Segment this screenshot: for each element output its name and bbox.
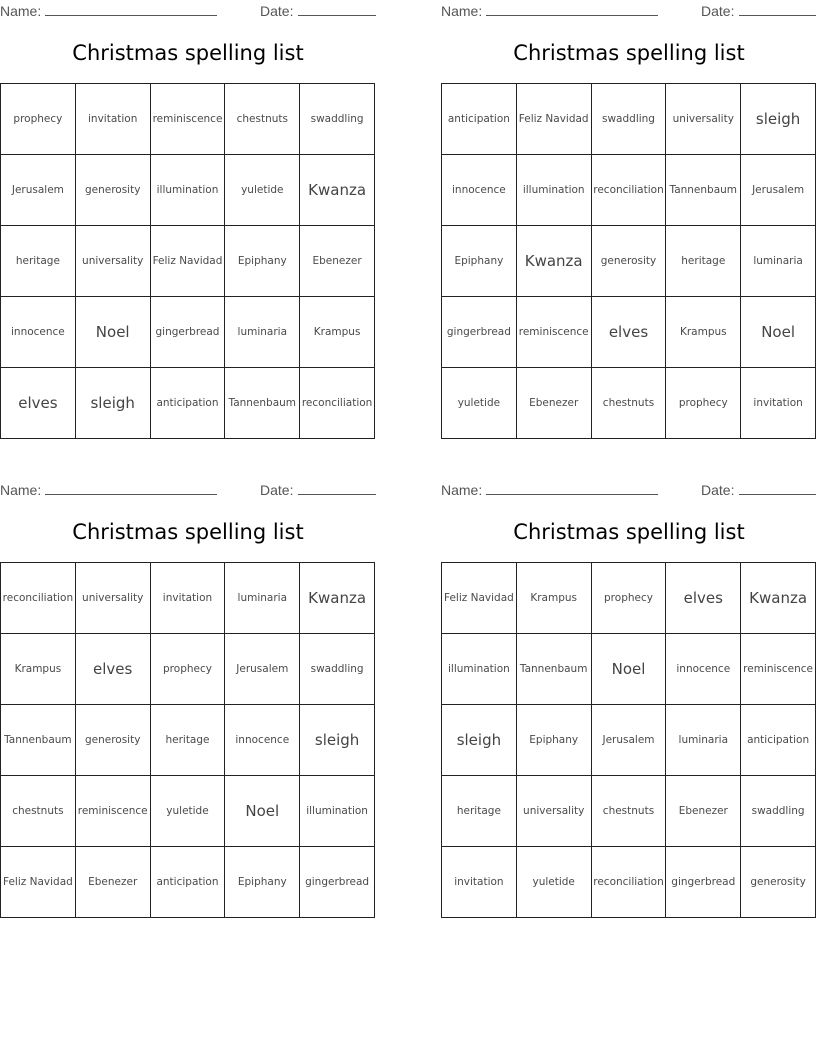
word-cell: Noel bbox=[591, 634, 666, 705]
word-cell: yuletide bbox=[225, 155, 300, 226]
word-cell: universality bbox=[75, 226, 150, 297]
word-cell: Tannenbaum bbox=[516, 634, 591, 705]
date-label: Date: bbox=[260, 482, 294, 498]
word-cell: Tannenbaum bbox=[225, 368, 300, 439]
word-cell: chestnuts bbox=[591, 368, 666, 439]
grid-row bbox=[442, 563, 816, 634]
date-label: Date: bbox=[701, 3, 735, 19]
word-cell: Krampus bbox=[300, 297, 375, 368]
card-header bbox=[441, 0, 816, 20]
name-blank-line bbox=[486, 15, 658, 16]
word-cell: innocence bbox=[1, 297, 76, 368]
card-header bbox=[441, 479, 816, 499]
card-header bbox=[0, 479, 376, 499]
card-header bbox=[0, 0, 376, 20]
word-cell: elves bbox=[1, 368, 76, 439]
card-title: Christmas spelling list bbox=[513, 41, 745, 65]
word-cell: Epiphany bbox=[225, 847, 300, 918]
word-cell: gingerbread bbox=[666, 847, 741, 918]
grid-row bbox=[1, 563, 375, 634]
grid-row bbox=[1, 847, 375, 918]
word-cell: elves bbox=[75, 634, 150, 705]
word-cell: heritage bbox=[150, 705, 225, 776]
word-cell: chestnuts bbox=[591, 776, 666, 847]
word-cell: illumination bbox=[300, 776, 375, 847]
grid-row bbox=[1, 705, 375, 776]
date-label: Date: bbox=[701, 482, 735, 498]
date-label: Date: bbox=[260, 3, 294, 19]
word-cell: chestnuts bbox=[225, 84, 300, 155]
word-cell: Kwanza bbox=[300, 155, 375, 226]
word-cell: sleigh bbox=[75, 368, 150, 439]
word-cell: Ebenezer bbox=[75, 847, 150, 918]
word-cell: swaddling bbox=[300, 84, 375, 155]
word-cell: generosity bbox=[75, 705, 150, 776]
word-cell: Tannenbaum bbox=[1, 705, 76, 776]
name-label: Name: bbox=[441, 3, 483, 19]
word-cell: prophecy bbox=[666, 368, 741, 439]
name-label: Name: bbox=[441, 482, 483, 498]
word-cell: invitation bbox=[741, 368, 816, 439]
grid-row bbox=[1, 84, 375, 155]
word-cell: illumination bbox=[516, 155, 591, 226]
word-grid bbox=[0, 83, 375, 439]
card-title: Christmas spelling list bbox=[513, 520, 745, 544]
word-cell: Jerusalem bbox=[591, 705, 666, 776]
word-cell: Epiphany bbox=[442, 226, 517, 297]
card-title: Christmas spelling list bbox=[72, 41, 304, 65]
word-cell: anticipation bbox=[442, 84, 517, 155]
word-cell: Feliz Navidad bbox=[150, 226, 225, 297]
word-cell: generosity bbox=[75, 155, 150, 226]
name-label: Name: bbox=[0, 482, 42, 498]
date-blank-line bbox=[739, 494, 816, 495]
word-cell: Krampus bbox=[516, 563, 591, 634]
word-cell: reminiscence bbox=[150, 84, 225, 155]
word-cell: generosity bbox=[591, 226, 666, 297]
grid-row bbox=[1, 226, 375, 297]
grid-row bbox=[442, 776, 816, 847]
word-cell: anticipation bbox=[741, 705, 816, 776]
name-blank-line bbox=[486, 494, 658, 495]
name-blank-line bbox=[45, 494, 217, 495]
word-cell: illumination bbox=[442, 634, 517, 705]
word-cell: heritage bbox=[1, 226, 76, 297]
date-blank-line bbox=[298, 494, 376, 495]
card-title: Christmas spelling list bbox=[72, 520, 304, 544]
grid-row bbox=[442, 705, 816, 776]
word-cell: prophecy bbox=[1, 84, 76, 155]
word-cell: Jerusalem bbox=[1, 155, 76, 226]
word-cell: reconciliation bbox=[1, 563, 76, 634]
word-cell: yuletide bbox=[516, 847, 591, 918]
word-cell: Kwanza bbox=[516, 226, 591, 297]
word-cell: generosity bbox=[741, 847, 816, 918]
word-cell: Krampus bbox=[666, 297, 741, 368]
word-cell: gingerbread bbox=[300, 847, 375, 918]
date-blank-line bbox=[298, 15, 376, 16]
word-cell: swaddling bbox=[591, 84, 666, 155]
word-cell: Epiphany bbox=[225, 226, 300, 297]
word-cell: swaddling bbox=[300, 634, 375, 705]
word-cell: anticipation bbox=[150, 847, 225, 918]
grid-row bbox=[1, 155, 375, 226]
word-cell: Kwanza bbox=[741, 563, 816, 634]
word-cell: reminiscence bbox=[75, 776, 150, 847]
word-cell: universality bbox=[516, 776, 591, 847]
word-cell: Noel bbox=[225, 776, 300, 847]
word-cell: luminaria bbox=[225, 563, 300, 634]
grid-row bbox=[1, 776, 375, 847]
word-cell: swaddling bbox=[741, 776, 816, 847]
grid-row bbox=[1, 297, 375, 368]
word-cell: Feliz Navidad bbox=[516, 84, 591, 155]
word-cell: luminaria bbox=[225, 297, 300, 368]
word-cell: universality bbox=[75, 563, 150, 634]
word-cell: innocence bbox=[666, 634, 741, 705]
word-cell: innocence bbox=[225, 705, 300, 776]
word-cell: Jerusalem bbox=[741, 155, 816, 226]
word-cell: reminiscence bbox=[516, 297, 591, 368]
word-cell: Epiphany bbox=[516, 705, 591, 776]
word-cell: Ebenezer bbox=[516, 368, 591, 439]
word-cell: Ebenezer bbox=[300, 226, 375, 297]
word-grid bbox=[441, 562, 816, 918]
word-cell: sleigh bbox=[442, 705, 517, 776]
word-cell: prophecy bbox=[591, 563, 666, 634]
word-cell: sleigh bbox=[300, 705, 375, 776]
word-cell: universality bbox=[666, 84, 741, 155]
word-cell: heritage bbox=[442, 776, 517, 847]
grid-row bbox=[442, 847, 816, 918]
word-cell: gingerbread bbox=[442, 297, 517, 368]
word-cell: Noel bbox=[741, 297, 816, 368]
name-blank-line bbox=[45, 15, 217, 16]
word-cell: gingerbread bbox=[150, 297, 225, 368]
word-cell: Kwanza bbox=[300, 563, 375, 634]
grid-row bbox=[442, 368, 816, 439]
word-cell: chestnuts bbox=[1, 776, 76, 847]
grid-row bbox=[442, 155, 816, 226]
word-cell: innocence bbox=[442, 155, 517, 226]
word-grid bbox=[0, 562, 375, 918]
word-cell: anticipation bbox=[150, 368, 225, 439]
word-cell: sleigh bbox=[741, 84, 816, 155]
grid-row bbox=[442, 84, 816, 155]
word-cell: invitation bbox=[150, 563, 225, 634]
word-cell: invitation bbox=[442, 847, 517, 918]
word-cell: reconciliation bbox=[591, 847, 666, 918]
word-cell: luminaria bbox=[666, 705, 741, 776]
word-cell: reconciliation bbox=[300, 368, 375, 439]
word-cell: Jerusalem bbox=[225, 634, 300, 705]
grid-row bbox=[442, 297, 816, 368]
word-cell: Krampus bbox=[1, 634, 76, 705]
word-cell: yuletide bbox=[150, 776, 225, 847]
word-cell: elves bbox=[591, 297, 666, 368]
word-cell: Feliz Navidad bbox=[442, 563, 517, 634]
word-cell: illumination bbox=[150, 155, 225, 226]
grid-row bbox=[1, 634, 375, 705]
word-cell: Feliz Navidad bbox=[1, 847, 76, 918]
grid-row bbox=[1, 368, 375, 439]
name-label: Name: bbox=[0, 3, 42, 19]
word-cell: prophecy bbox=[150, 634, 225, 705]
word-cell: Noel bbox=[75, 297, 150, 368]
word-cell: invitation bbox=[75, 84, 150, 155]
word-cell: heritage bbox=[666, 226, 741, 297]
word-cell: reminiscence bbox=[741, 634, 816, 705]
grid-row bbox=[442, 634, 816, 705]
word-cell: Ebenezer bbox=[666, 776, 741, 847]
word-cell: Tannenbaum bbox=[666, 155, 741, 226]
grid-row bbox=[442, 226, 816, 297]
word-cell: elves bbox=[666, 563, 741, 634]
word-cell: reconciliation bbox=[591, 155, 666, 226]
word-cell: luminaria bbox=[741, 226, 816, 297]
date-blank-line bbox=[739, 15, 816, 16]
word-grid bbox=[441, 83, 816, 439]
word-cell: yuletide bbox=[442, 368, 517, 439]
